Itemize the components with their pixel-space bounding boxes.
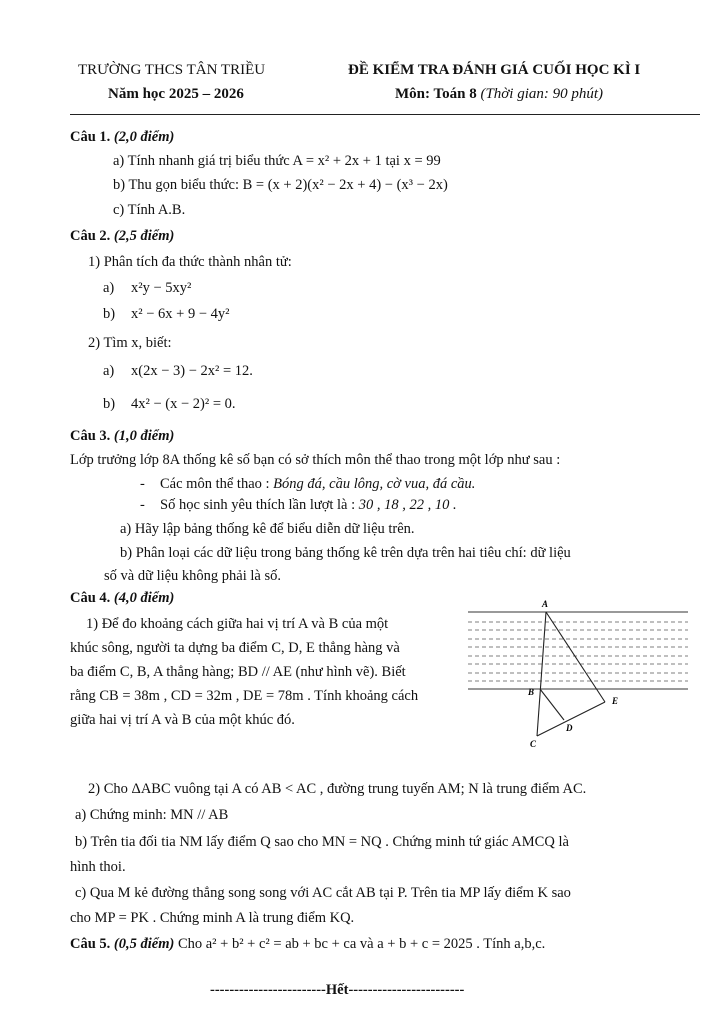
q5-line — [70, 936, 545, 953]
q3-part-b-line1: b) Phân loại các dữ liệu trong bảng thống kê trên dựa trên hai tiêu chí: dữ liệu — [120, 545, 571, 561]
q3-heading — [70, 428, 174, 445]
river-water-lines — [468, 622, 688, 681]
q4-part1-line1: 1) Để đo khoảng cách giữa hai vị trí A và B của một — [86, 616, 389, 632]
exam-title: ĐỀ KIỂM TRA ĐÁNH GIÁ CUỐI HỌC KÌ I — [348, 62, 641, 78]
q3-bullet-1-items: Bóng đá, cầu lông, cờ vua, đá cầu. — [273, 476, 476, 492]
q4-part2a: a) Chứng minh: MN // AB — [75, 807, 229, 823]
q1-title: Câu 1. — [70, 129, 111, 145]
q3-intro: Lớp trưởng lớp 8A thống kê số bạn có sở thích môn thể thao trong một lớp như sau : — [70, 452, 561, 468]
q3-points: (1,0 điểm) — [113, 428, 175, 444]
exam-time: (Thời gian: 90 phút) — [480, 86, 604, 102]
q3-bullet-2-items: 30 , 18 , 22 , 10 . — [358, 497, 457, 513]
q5-title: Câu 5. — [70, 936, 111, 952]
q3-bullet-1-prefix: Các môn thể thao : — [160, 476, 270, 492]
label-e: E — [612, 696, 619, 706]
q2-part2: 2) Tìm x, biết: — [88, 335, 172, 351]
q2-part1a-label: a) — [103, 280, 115, 296]
subject: Môn: Toán 8 — [395, 86, 477, 102]
q2-part2a: x(2x − 3) − 2x² = 12. — [131, 363, 253, 379]
q1-part-c: c) Tính A.B. — [113, 202, 186, 218]
q4-heading — [70, 590, 174, 607]
q4-part1-line3: ba điểm C, B, A thẳng hàng; BD // AE (như hình vẽ). Biết — [70, 664, 406, 680]
q2-title: Câu 2. — [70, 228, 111, 244]
q1-part-b: b) Thu gọn biểu thức: B = (x + 2)(x² − 2x + 4) − (x³ − 2x) — [113, 177, 448, 193]
q5-text: Cho a² + b² + c² = ab + bc + ca và a + b + c = 2025 . Tính a,b,c. — [177, 936, 546, 952]
q3-bullet-dash: - — [140, 497, 145, 513]
q4-part1-line2: khúc sông, người ta dựng ba điểm C, D, E thẳng hàng và — [70, 640, 400, 656]
q2-part2a-label: a) — [103, 363, 115, 379]
label-a: A — [542, 599, 549, 609]
q3-bullet-dash: - — [140, 476, 145, 492]
q3-title: Câu 3. — [70, 428, 111, 444]
q2-part1b-label: b) — [103, 306, 116, 322]
q1-heading — [70, 129, 174, 146]
q2-part1a: x²y − 5xy² — [131, 280, 192, 296]
end-dashes-right: ------------------------ — [348, 982, 465, 998]
q2-part1: 1) Phân tích đa thức thành nhân tử: — [88, 254, 292, 270]
q3-part-b-line2: số và dữ liệu không phải là số. — [104, 568, 282, 584]
label-c: C — [530, 739, 537, 749]
end-text: Hết — [325, 982, 349, 998]
subject-line — [395, 86, 603, 103]
school-name: TRƯỜNG THCS TÂN TRIỀU — [78, 62, 266, 78]
end-marker — [210, 982, 464, 999]
q3-bullet-1 — [160, 476, 475, 493]
q3-part-a: a) Hãy lập bảng thống kê để biểu diễn dữ liệu trên. — [120, 521, 415, 537]
school-year: Năm học 2025 – 2026 — [108, 86, 244, 102]
end-dashes-left: ------------------------ — [210, 982, 326, 998]
river-figure — [462, 596, 697, 758]
triangle-lines — [537, 612, 605, 736]
segment-bd — [540, 689, 564, 720]
q5-points: (0,5 điểm) — [113, 936, 175, 952]
q4-part2: 2) Cho ΔABC vuông tại A có AB < AC , đường trung tuyến AM; N là trung điểm AC. — [88, 781, 587, 797]
q4-part1-line5: giữa hai vị trí A và B của một khúc đó. — [70, 712, 295, 728]
q4-part2c-line2: cho MP = PK . Chứng minh A là trung điểm KQ. — [70, 910, 355, 926]
q4-points: (4,0 điểm) — [113, 590, 175, 606]
q4-part2c-line1: c) Qua M kẻ đường thẳng song song với AC cắt AB tại P. Trên tia MP lấy điểm K sao — [75, 885, 571, 901]
q4-part1-line4: rằng CB = 38m , CD = 32m , DE = 78m . Tính khoảng cách — [70, 688, 419, 704]
label-d: D — [566, 723, 573, 733]
q2-heading — [70, 228, 174, 245]
segment-ac — [537, 612, 546, 736]
q1-points: (2,0 điểm) — [113, 129, 175, 145]
q3-bullet-2 — [160, 497, 457, 514]
label-b: B — [528, 687, 535, 697]
q2-points: (2,5 điểm) — [113, 228, 175, 244]
q4-part2b-line2: hình thoi. — [70, 859, 126, 875]
q4-title: Câu 4. — [70, 590, 111, 606]
q2-part1b: x² − 6x + 9 − 4y² — [131, 306, 230, 322]
q4-part2b-line1: b) Trên tia đối tia NM lấy điểm Q sao cho MN = NQ . Chứng minh tứ giác AMCQ là — [75, 834, 569, 850]
header-rule — [70, 114, 700, 115]
q2-part2b: 4x² − (x − 2)² = 0. — [131, 396, 236, 412]
q1-part-a: a) Tính nhanh giá trị biểu thức A = x² + 2x + 1 tại x = 99 — [113, 153, 441, 169]
q2-part2b-label: b) — [103, 396, 116, 412]
q3-bullet-2-prefix: Số học sinh yêu thích lần lượt là : — [160, 497, 356, 513]
